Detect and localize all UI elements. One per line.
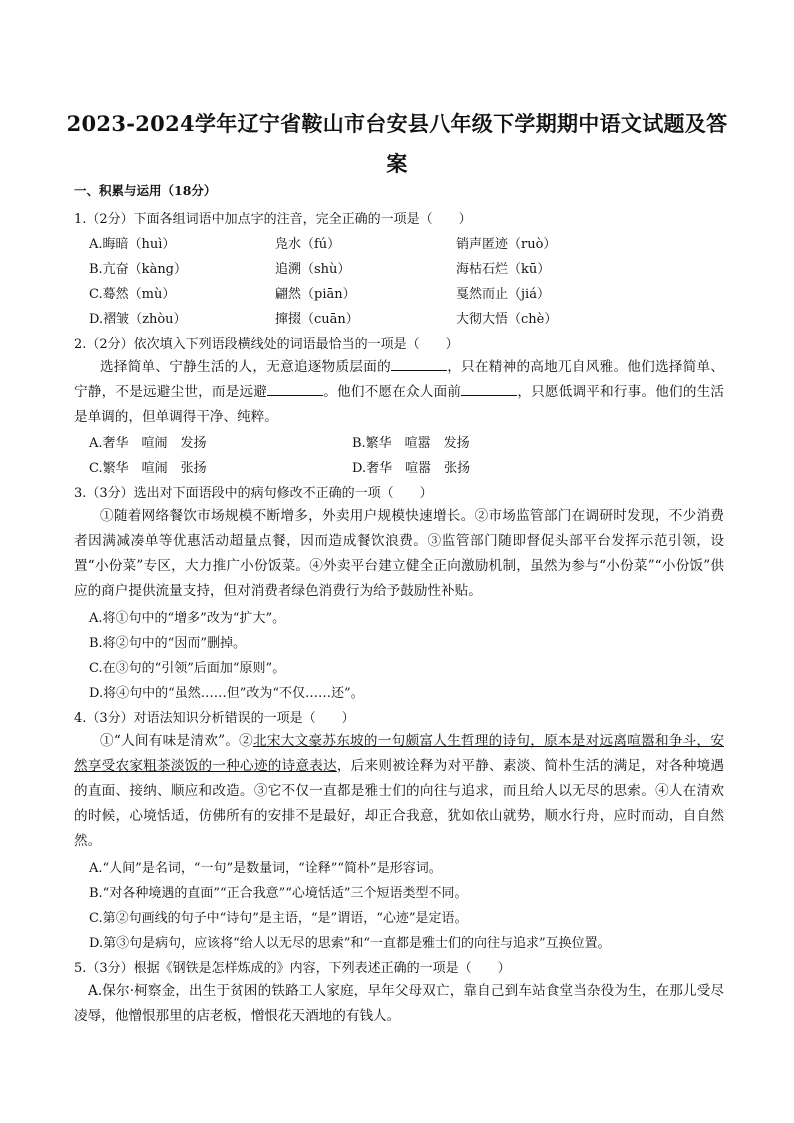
q2-option-d: D.奢华 喧嚣 张扬 [352,461,471,476]
q3-passage-text: ①随着网络餐饮市场规模不断增多，外卖用户规模快速增长。②市场监管部门在调研时发现，不少消 [100,508,711,524]
q1-option-b-word3: 海枯石烂（kū） [456,262,551,277]
q1-option-c-word3: 戛然而止（jiá） [456,287,550,302]
q1-option-c-word2: 翩然（piān） [275,287,356,302]
q2-passage-text: 选择简单、宁静生活的人，无意追逐物质层面的 [100,359,391,375]
q3-passage-text: 费者因满减凑单等优惠活动超量点餐，因而造成餐饮浪费。③监管部门随即督促头部平台发挥示范引领， [74,508,724,549]
q2-passage-text: 。他们不愿在众人面前 [323,384,462,400]
q4-passage-text: ，后来则被诠释为对平静、素淡、简朴生活的满足，对各种 [336,758,697,774]
q4-passage-text: 境遇的直面、接纳、顺应和改造。③它不仅一直都是雅士们的向往与追求，而且给人以无尽的思索。④人 [74,758,725,799]
question-2-stem: 2.（2分）依次填入下列语段横线处的词语最恰当的一项是（ ） [74,337,459,352]
q3-passage-text: 设置“小份菜”专区，大力推广小份饭菜。④外卖平台建立健全正向激励机制，虽然为参与“小份菜”“小 [74,533,724,574]
q2-passage-text: 活是单调的，但单调得干净、纯粹。 [74,384,725,425]
q4-option-c: C.第②句画线的句子中“诗句”是主语，“是”谓语，“心迹”是定语。 [89,911,468,926]
q2-passage [74,355,724,430]
blank-line [267,385,323,396]
q4-option-b: B.“对各种境遇的直面”“正合我意”“心境恬适”三个短语类型不同。 [89,886,468,901]
q4-option-a: A.“人间”是名词，“一句”是数量词，“诠释”“简朴”是形容词。 [89,861,442,876]
title-line-1: 2023-2024学年辽宁省鞍山市台安县八年级下学期期中语文试题及答 [66,111,728,136]
q4-passage-text: ①“人间有味是清欢”。② [100,733,254,749]
q4-passage-text: 在清欢的时候，心境恬适，仿佛所有的安排不是最好，却正合我意，犹如依山就势，顺水行舟，应时而动， [74,783,724,824]
q1-option-b-word1: B.亢奋（kàng） [89,262,188,277]
blank-line [461,385,517,396]
q3-option-c: C.在③句的“引领”后面加“原则”。 [89,661,286,676]
q1-option-a-word1: A.晦暗（huì） [89,237,176,252]
q2-option-c: C.繁华 喧闹 张扬 [89,461,207,476]
q4-passage-text: 自自然然。 [74,808,724,849]
q1-option-d-word1: D.褶皱（zhòu） [89,312,187,327]
question-3-stem: 3.（3分）选出对下面语段中的病句修改不正确的一项（ ） [74,486,433,501]
q4-option-d: D.第③句是病句，应该将“给人以无尽的思索”和“一直都是雅士们的向往与追求”互换位置。 [89,936,611,951]
q5-option-a-text: 受尽凌辱，他憎恨那里的店老板，憎恨花天酒地的有钱人。 [74,983,725,1024]
q5-option-a [74,979,724,1029]
q5-option-a-text: A.保尔·柯察金，出生于贫困的铁路工人家庭，早年父母双亡，靠自己到车站食堂当杂役为生，在那儿 [88,983,697,999]
q2-passage-text: 宁静，不是远避尘世，而是远避 [74,384,268,400]
q1-option-c-word1: C.蓦然（mù） [89,287,176,302]
q3-passage-text: 份饭”供应的商户提供流量支持，但对消费者绿色消费行为给予鼓励性补贴。 [74,558,724,599]
q1-option-d-word3: 大彻大悟（chè） [456,312,558,327]
q2-passage-text: ，只在精神的高地兀自风雅。他们选择简单、 [446,359,725,375]
q2-passage-text: ，只愿低调平和行事。他们的生 [517,384,711,400]
q4-passage [74,729,724,854]
blank-line [391,360,447,371]
q3-option-d: D.将④句中的“虽然……但”改为“不仅……还”。 [89,686,364,701]
q4-underlined-sentence: 安然享受农家粗茶淡饭的一种心迹的诗意表达 [74,733,724,774]
question-4-stem: 4.（3分）对语法知识分析错误的一项是（ ） [74,711,355,726]
q1-option-b-word2: 追溯（shù） [275,262,351,277]
question-1-stem: 1.（2分）下面各组词语中加点字的注音，完全正确的一项是（ ） [74,212,472,227]
page-title [60,104,734,184]
title-line-2: 案 [386,151,408,176]
q3-passage [74,504,724,604]
q2-option-a: A.奢华 喧闹 发扬 [89,436,207,451]
q4-underlined-sentence: 北宋大文豪苏东坡的一句颇富人生哲理的诗句，原本是对远离喧嚣和争斗， [253,733,711,749]
q1-option-a-word2: 凫水（fú） [275,237,341,252]
q1-option-d-word2: 撺掇（cuān） [275,312,359,327]
q3-option-a: A.将①句中的“增多”改为“扩大”。 [89,611,286,626]
q2-option-b: B.繁华 喧嚣 发扬 [352,436,470,451]
q1-option-a-word3: 销声匿迹（ruò） [456,237,557,252]
section-heading: 一、积累与运用（18分） [74,183,217,198]
question-5-stem: 5.（3分）根据《钢铁是怎样炼成的》内容，下列表述正确的一项是（ ） [74,961,511,976]
q3-option-b: B.将②句中的“因而”删掉。 [89,636,246,651]
